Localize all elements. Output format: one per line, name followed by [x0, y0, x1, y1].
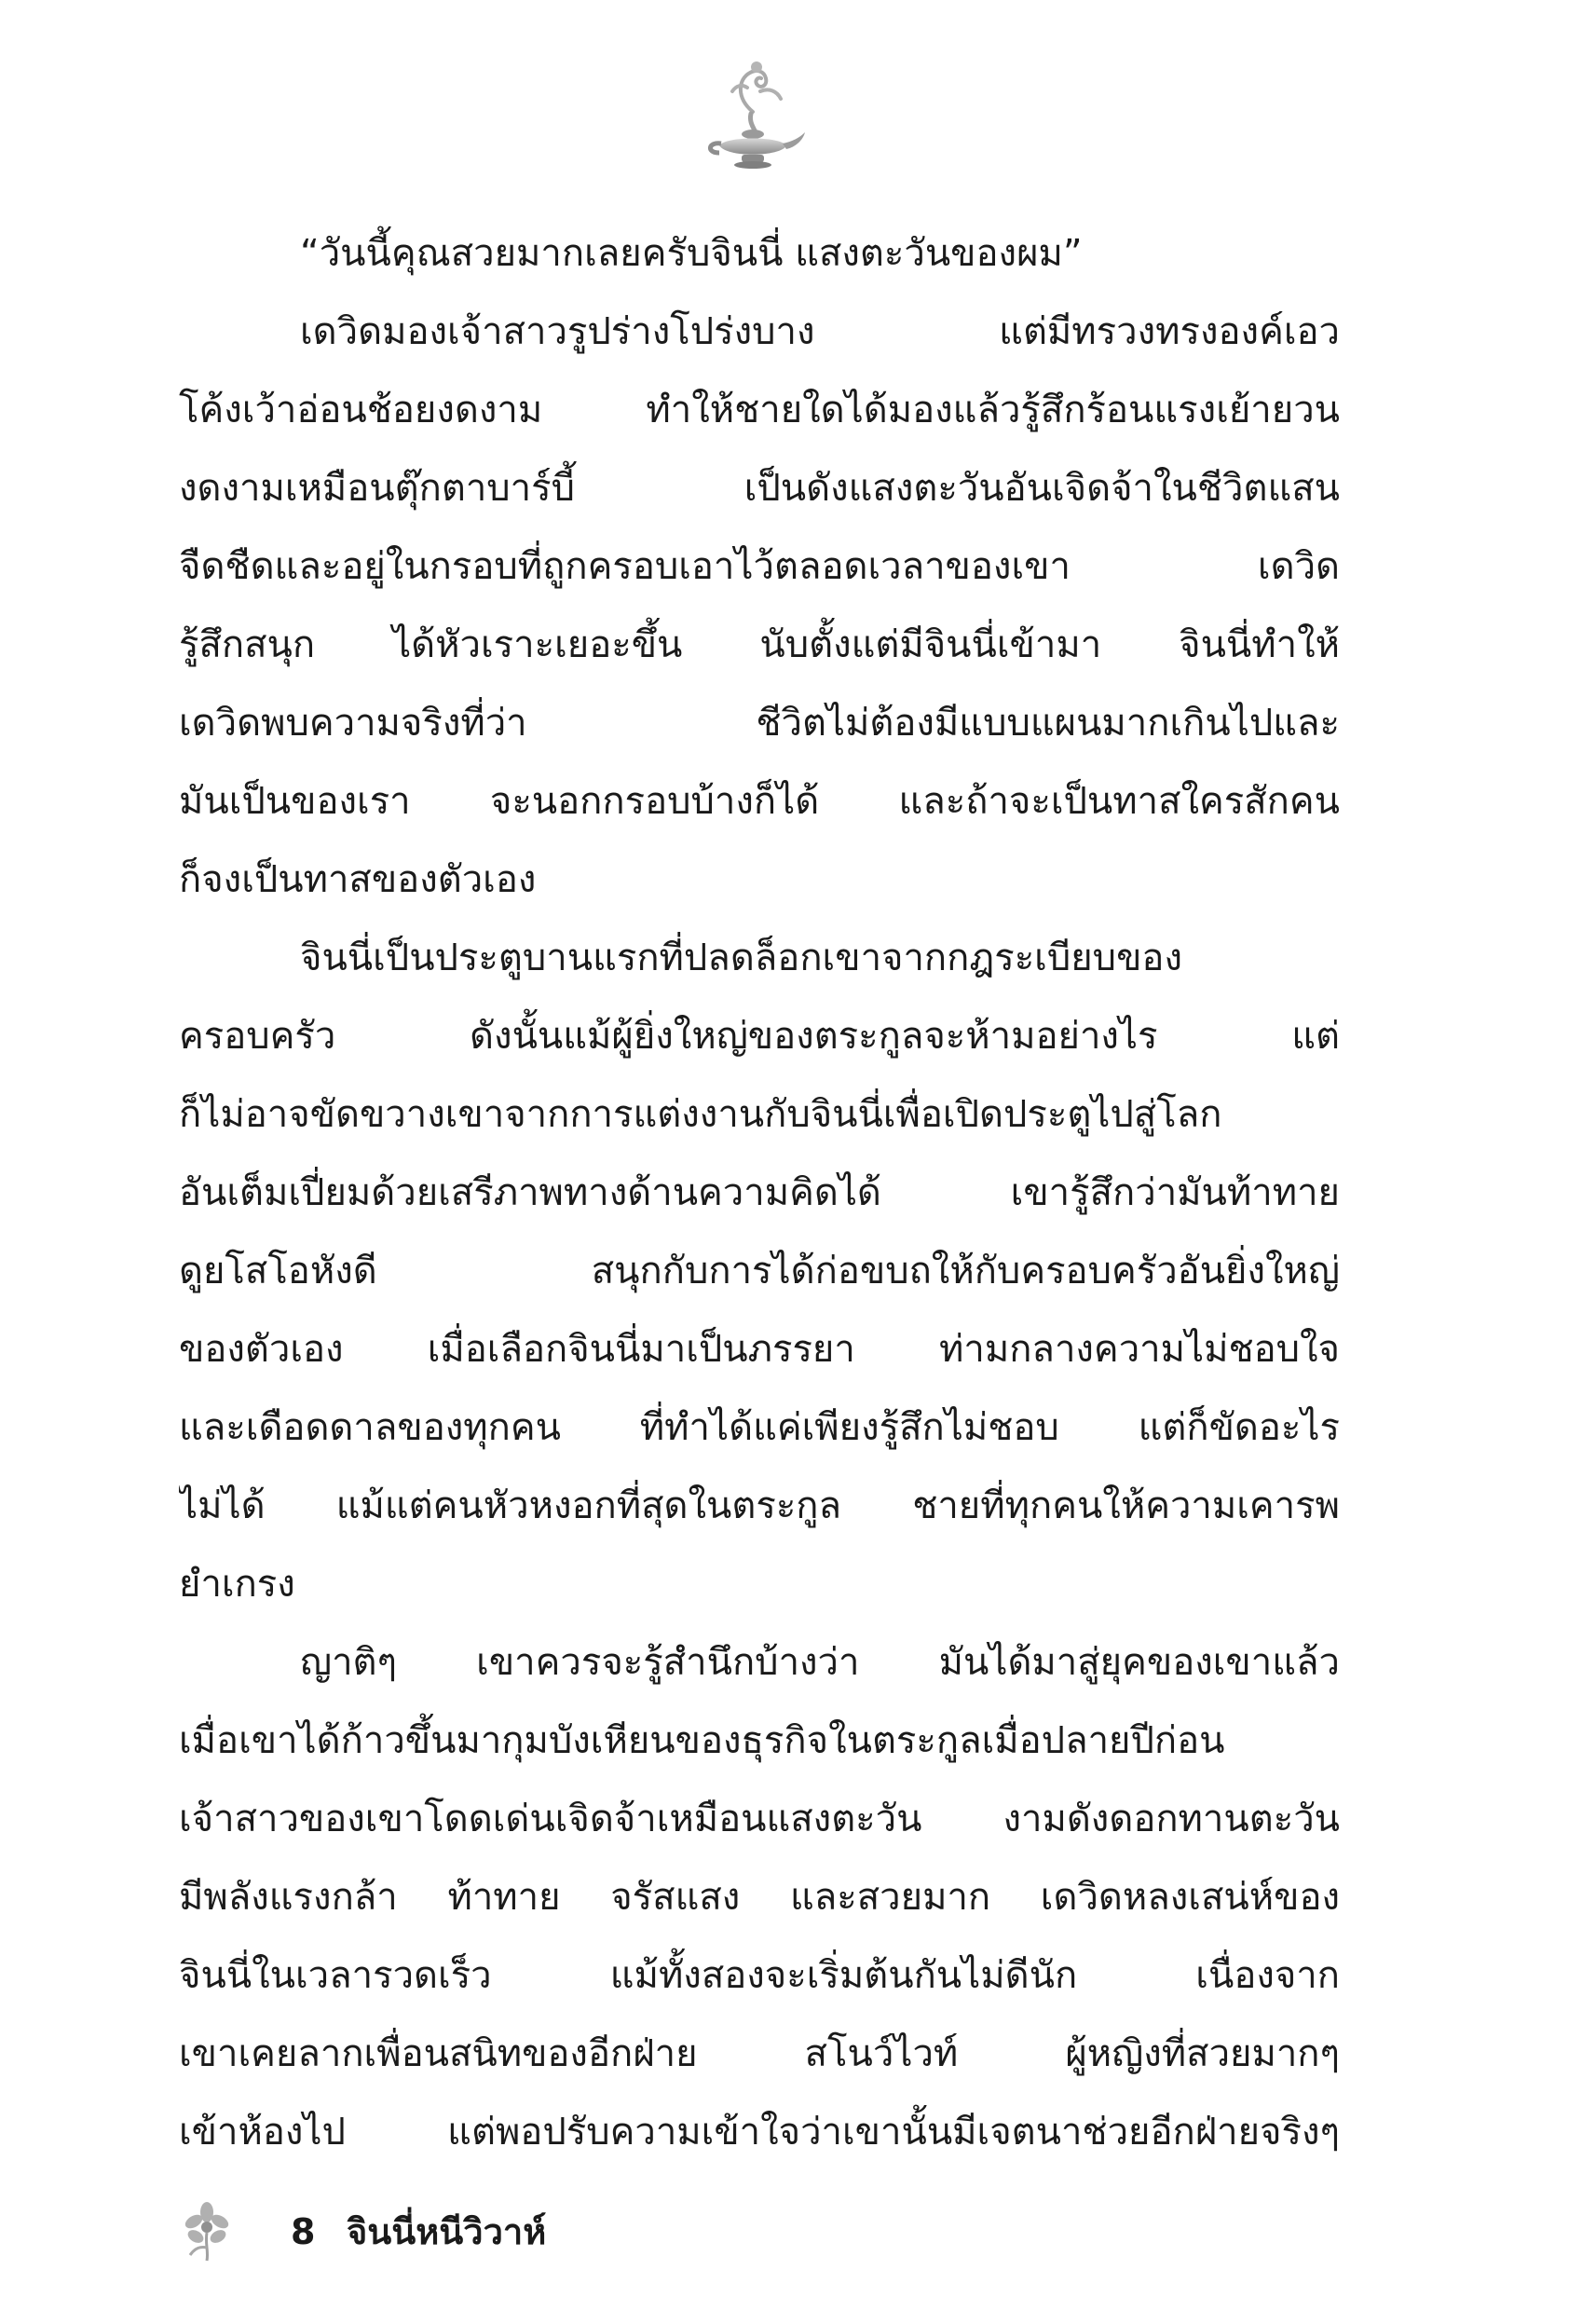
text-line: เดวิดมองเจ้าสาวรูปร่างโปร่งบาง แต่มีทรวงทรงองค์เอว [300, 310, 1340, 353]
text-line: โค้งเว้าอ่อนช้อยงดงาม ทำให้ชายใดได้มองแล้วรู้สึกร้อนแรงเย้ายวน [179, 389, 1340, 431]
book-title: จินนี่หนีวิวาห์ [347, 2211, 547, 2252]
page-number: 8 [291, 2211, 316, 2252]
text-line: จินนี่เป็นประตูบานแรกที่ปลดล็อกเขาจากกฎระเบียบของ [300, 937, 1182, 979]
text-line: เขาเคยลากเพื่อนสนิทของอีกฝ่าย สโนว์ไวท์ ผู้หญิงที่สวยมากๆ [179, 2032, 1340, 2075]
text-line: รู้สึกสนุก ได้หัวเราะเยอะขึ้น นับตั้งแต่มีจินนี่เข้ามา จินนี่ทำให้ [179, 623, 1340, 666]
text-line: ของตัวเอง เมื่อเลือกจินนี่มาเป็นภรรยา ท่ามกลางความไม่ชอบใจ [179, 1328, 1340, 1371]
text-line: ดูยโสโอหังดี สนุกกับการได้ก่อขบถให้กับครอบครัวอันยิ่งใหญ่ [179, 1250, 1340, 1292]
text-line: จืดชืดและอยู่ในกรอบที่ถูกครอบเอาไว้ตลอดเวลาของเขา เดวิด [179, 545, 1340, 588]
text-line: มันเป็นของเรา จะนอกกรอบบ้างก็ได้ และถ้าจะเป็นทาสใครสักคน [179, 780, 1340, 823]
text-line: ครอบครัว ดังนั้นแม้ผู้ยิ่งใหญ่ของตระกูลจะห้ามอย่างไร แต่ [179, 1015, 1340, 1058]
page-footer [179, 2199, 924, 2274]
text-line: และเดือดดาลของทุกคน ที่ทำได้แค่เพียงรู้สึกไม่ชอบ แต่ก็ขัดอะไร [179, 1406, 1340, 1449]
text-line: มีพลังแรงกล้า ท้าทาย จรัสแสง และสวยมาก เดวิดหลงเสน่ห์ของ [179, 1876, 1340, 1919]
text-line: ญาติๆ เขาควรจะรู้สำนึกบ้างว่า มันได้มาสู่ยุคของเขาแล้ว [300, 1641, 1340, 1684]
text-line: งดงามเหมือนตุ๊กตาบาร์บี้ เป็นดังแสงตะวันอันเจิดจ้าในชีวิตแสน [179, 467, 1340, 510]
text-line: ก็จงเป็นทาสของตัวเอง [179, 858, 537, 901]
text-line: เข้าห้องไป แต่พอปรับความเข้าใจว่าเขานั้นมีเจตนาช่วยอีกฝ่ายจริงๆ [179, 2111, 1340, 2154]
text-line: ก็ไม่อาจขัดขวางเขาจากการแต่งงานกับจินนี่เพื่อเปิดประตูไปสู่โลก [179, 1093, 1222, 1136]
body-text [179, 214, 1340, 2171]
text-line: จินนี่ในเวลารวดเร็ว แม้ทั้งสองจะเริ่มต้นกันไม่ดีนัก เนื่องจาก [179, 1954, 1340, 1997]
text-line: เดวิดพบความจริงที่ว่า ชีวิตไม่ต้องมีแบบแผนมากเกินไปและ [179, 702, 1340, 745]
text-line: “วันนี้คุณสวยมากเลยครับจินนี่ แสงตะวันของผม” [300, 232, 1083, 275]
flower-ornament-icon [179, 2199, 235, 2264]
text-line: เมื่อเขาได้ก้าวขึ้นมากุมบังเหียนของธุรกิจในตระกูลเมื่อปลายปีก่อน [179, 1719, 1225, 1762]
text-line: เจ้าสาวของเขาโดดเด่นเจิดจ้าเหมือนแสงตะวัน งามดังดอกทานตะวัน [179, 1798, 1340, 1840]
text-line: อันเต็มเปี่ยมด้วยเสรีภาพทางด้านความคิดได้ เขารู้สึกว่ามันท้าทาย [179, 1171, 1340, 1214]
text-line: ยำเกรง [179, 1563, 295, 1606]
genie-lamp-icon [699, 56, 811, 177]
text-line: ไม่ได้ แม้แต่คนหัวหงอกที่สุดในตระกูล ชายที่ทุกคนให้ความเคารพ [179, 1484, 1340, 1527]
